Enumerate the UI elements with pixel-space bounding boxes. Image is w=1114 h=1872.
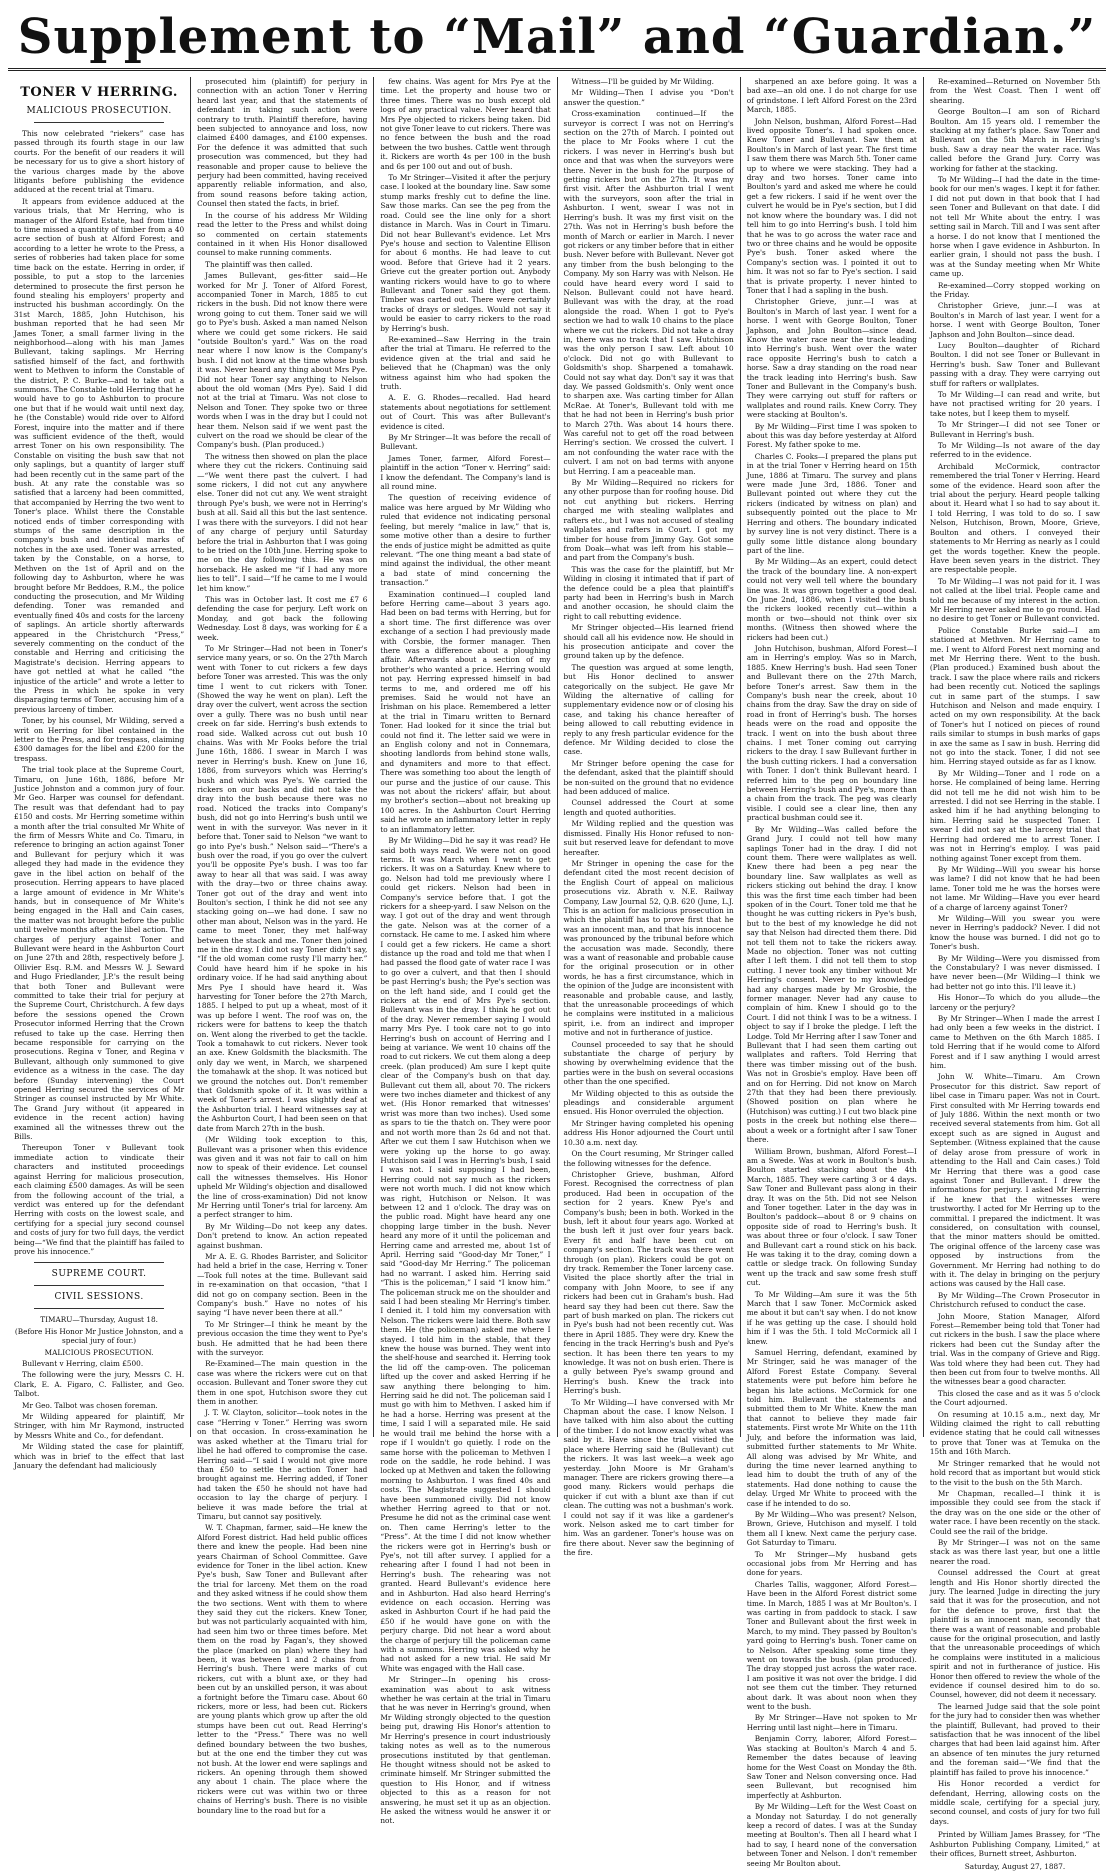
divider bbox=[34, 1285, 164, 1286]
column-4-body bbox=[564, 77, 734, 1558]
article-paragraph: Mr Wilding—Will you swear you were never in Herring's paddock? Never. I did not know the house was burned. I did not go to Toner's bush. bbox=[929, 913, 1101, 952]
article-paragraph: Mr Geo. Talbot was chosen foreman. bbox=[22, 1400, 158, 1410]
court-heading: SUPREME COURT. bbox=[51, 1269, 147, 1280]
article-paragraph: J. T. W. Clayton, solicitor—took notes in the case “Herring v Toner.” Herring was sworn on that occasion. In cross-examination he was asked whether at the Timaru trial for libel he had offered to compromise the case. Herring said—“I said I would not give more than £50 to settle the action Toner had brought against me. Herring added, if Toner had taken the £50 he should not have had occasion to lay the charge of perjury. I believe it was made before the trial at Timaru, but cannot say positively. bbox=[197, 1408, 368, 1521]
article-paragraph: By Mr Wilding—Will you swear his horse was lame? I did not know that he had been lame. Toner told me he was the horses were not lame. Mr Wilding—Have you ever heard of a charge of larceny against Toner? bbox=[929, 864, 1101, 912]
article-paragraph: It appears from evidence adduced at the various trials, that Mr Herring, who is manager of the Alford Estate, had from time to time missed a quantity of timber from a 40 acre section of bush at Alford Forest; and according to a letter he wrote to the Press, a series of robberies had taken place for some time back on the estate. Herring in order, if possible, to put a stop to the larcenies determined to prosecute the first person he found stealing his employers' property and instructed his bushman accordingly. On the 31st March, 1885, John Hutchison, his bushman reported that he had seen Mr James Toner, a small farmer living in the neighborhood—along with his man James Bullevant, taking saplings. Mr Herring satisfied himself of the fact, and forthwith went to Methven to inform the Constable of the district, P. C. Burke—and to take out a summons. The Constable told Herring that he would have to go to Ashburton to procure one but that if he would wait until next day, he (the Constable) would ride over to Alford Forest, inquire into the matter and if there was sufficient evidence of the theft, would arrest Toner on his own responsibility. The Constable on visiting the bush saw that not only saplings, but a quantity of larger stuff had been recently cut in the same part of the bush. At any rate the constable was so satisfied that a larceny had been committed, that accompanied by Herring the two went to Toner's place. Whilst there the Constable noticed ends of timber corresponding with stumps of the same description in the company's bush and identical marks of notches in the axe used. Toner was arrested, taken by the Constable, on a horse, to Methven on the 1st of April and on the following day to Ashburton, where he was brought before Mr Beddoes, R.M., the police conducting the prosecution, and Mr Wilding defending. Toner was remanded and eventually fined 40s and costs for the larceny of saplings. An article shortly afterwards appeared in the Christchurch “Press,” severely commenting on the conduct of the constable and Herring and criticising the Magistrate's decision. Herring appears to have got nettled at what he called “the injustice of the article” and wrote a letter to the Press in which he spoke in very disparaging terms of Toner, accusing him of a previous larceny of timber. bbox=[14, 196, 185, 714]
article-paragraph: On resuming at 10.15 a.m., next day, Mr Wilding claimed the right to call rebutting evidence stating that he could call witnesses to prove that Toner was at Temuka on the 15th and 16th March. bbox=[929, 1409, 1101, 1457]
article-paragraph: His Honor—To which do you allude—the larceny or the perjury? bbox=[929, 993, 1101, 1012]
article-paragraph: By Mr Wilding—Were you dismissed from the Constabulary? I was never dismissed. I have never been—(Mr Wilding—I think we had better not go into this. I'll leave it.) bbox=[929, 953, 1101, 991]
article-paragraph: Re-examined—Saw Herring in the train after the trial at Timaru. He referred to the evidence given at the trial and said he believed that he (Chapman) was the only witness against him who had spoken the truth. bbox=[380, 334, 551, 391]
article-paragraph: Benjamin Corry, laborer, Alford Forest—Was stacking at Boulton's March 4 and 5. Remember the dates because of leaving home for the West Coast on Monday the 8th. Saw Toner and Nelson conversing once. Had seen Bullevant, but recognised him imperfectly at Ashburton. bbox=[746, 1734, 917, 1800]
article-paragraph: The question was argued at some length, but His Honor declined to answer categorically on the subject. He gave Mr Wilding the alternative of calling for supplementary evidence now or of closing his case, and taking his chance hereafter of being allowed to call rebutting evidence in reply to any fresh particular evidence for the defence. Mr Wilding decided to close the case. bbox=[563, 662, 734, 757]
column-3-body bbox=[380, 77, 550, 1826]
column-3 bbox=[374, 77, 557, 1826]
article-paragraph: James Toner, farmer, Alford Forest—plaintiff in the action “Toner v. Herring” said: I know the defendant. The Company's land is all round mine. bbox=[380, 453, 551, 492]
article-paragraph: Mr Stringer before opening the case for the defendant, asked that the plaintiff should be non-suited on the ground that no evidence had been adduced of malice. bbox=[563, 758, 734, 797]
masthead bbox=[8, 6, 1106, 71]
column-2 bbox=[191, 77, 374, 1815]
column-5 bbox=[741, 77, 924, 1868]
article-paragraph: The trial took place at the Supreme Court, Timaru, on June 16th, 1886, before Mr Justice Johnston and a common jury of four. Mr Geo. Harper was counsel for defendant. The result was that defendant had to pay £150 and costs. Mr Herring sometime within a month after the trial consulted Mr White of the firm of Messrs White and Co. Timaru, in reference to bringing an action against Toner and Bullevant for perjury which it was alleged they had made in the evidence they gave in the libel action on behalf of the prosecution. Herring appears to have placed a large amount of evidence in Mr White's hands, but in consequence of Mr White's being engaged in the Hall and Cain cases, the matter was not brought before the public until twelve months after the libel action. The charges of perjury against Toner and Bullevant were heard in the Ashburton Court on June 27th and 28th, respectively before J. Ollivier Esq. R.M. and Messrs W. J. Seward and Hugo Friedlander, J.P.'s the result being that both Toner and Bullevant were committed to take their trial for perjury at the Supreme Court, Christchurch. A few days before the sessions opened the Crown Prosecutor informed Herring that the Crown refused to take up the case. Herring then became responsible for carrying on the prosecutions. Regina v Toner, and Regina v Bullevant, although only summoned to give evidence as a witness in the case. The day before (Sunday intervening) the Court opened Herring secured the services of Mr Stringer as counsel instructed by Mr White. The Grand Jury without (it appeared in evidence in the recent action) having examined all the witnesses threw out the Bills. bbox=[14, 765, 185, 1142]
article-paragraph: The learned Judge said that the sole point for the jury had to consider then was whether the plaintiff, Bullevant, had proved to their satisfaction that he was innocent of the libel charges that had been laid against him. After an absence of ten minutes the jury returned and the foreman said—“We find that the plaintiff has failed to prove his innocence.” bbox=[929, 1701, 1101, 1777]
divider bbox=[34, 122, 164, 123]
article-paragraph: This was in October last. It cost me £7 6 defending the case for perjury. Left work on Monday, and got back the following Wednesday. Lost 8 days, was working for £ a week. bbox=[197, 594, 368, 642]
article-paragraph: Christopher Grieve, junr.—I was at Boulton's in March of last year. I went for a horse. I went with George Boulton, Toner Japhson and John Boulton—since dead. bbox=[929, 301, 1101, 339]
article-paragraph: To Mr Wilding—Am sure it was the 5th March that I saw Toner. McCormick asked me about it but can't say when. I do not know if he was getting up the case. I should hold him if I was the 5th. I told McCormick all I knew. bbox=[746, 1289, 917, 1346]
case-subtitle: MALICIOUS PROSECUTION. bbox=[26, 106, 172, 116]
article-paragraph: To Mr Wilding—I can read and write, but have not practised writing for 20 years. I take notes, but I keep them to myself. bbox=[929, 390, 1101, 418]
article-paragraph: The plaintiff was then called. bbox=[205, 259, 313, 269]
column-1 bbox=[8, 77, 191, 1471]
article-paragraph: Mr Stringer—In opening his cross-examination was about to ask witness whether he was certain at the trial in Timaru that he was never in Herring's ground, when Mr Wilding strongly objected to the question being put, drawing His Honor's attention to Mr Herring's presence in court industriously taking notes as well as to the numerous prosecutions instituted by that gentleman. He thought witness should not be asked to criminate himself. Mr Stringer submitted the question to His Honor, and if witness objected to this as a reason for not answering, he must set it up as an objection. He asked the witness would he answer it or not. bbox=[380, 1675, 551, 1826]
article-paragraph: By Mr Stringer—It was before the recall of Bullevant. bbox=[380, 433, 551, 452]
article-paragraph: Counsel addressed the Court at some length and quoted authorities. bbox=[563, 798, 734, 817]
printer-imprint bbox=[930, 1830, 1100, 1872]
article-paragraph: By Mr Stringer—Have not spoken to Mr Herring until last night—here in Timaru. bbox=[746, 1713, 917, 1732]
article-paragraph: Samuel Herring, defendant, examined by Mr Stringer, said he was manager of the Alford Forest Estate Company. Several statements were put before him before he began his late actions. McCormick for one told him. Bullevant the statements and submitted them to Mr White. Knew the man that cannot to believe they made fair statements. First wrote Mr White on the 11th July, and before the information was laid, submitted further statements to Mr White. All along was advised by Mr White, and during the time never learned anything to lead him to doubt the truth of any of the statements. Had done nothing to cause the delay. Urged Mr White to proceed with the case if he intended to do so. bbox=[746, 1348, 917, 1508]
article-paragraph: Re-Examined—The main question in the case was where the rickers were cut on that occasion. Bullevant and Toner swore they cut them in one spot, Hutchison swore they cut them in another. bbox=[197, 1359, 368, 1407]
article-paragraph: Mr Wilding—Then I advise you “Don't answer the question.” bbox=[563, 88, 734, 107]
article-paragraph: A. E. G. Rhodes—recalled. Had heard statements about negotiations for settlement out of Court. This was after Bullevant's evidence is cited. bbox=[380, 393, 551, 431]
article-paragraph: The question of receiving evidence of malice was here argued by Mr Wilding who ruled that evidence not indicating personal feeling, but merely “malice in law,” that is, some motive other than a desire to further the ends of justice might be admitted as quite relevant. “The one thing meant a bad state of mind against the individual, the other meant a bad state of mind concerning the transaction.” bbox=[380, 493, 551, 588]
article-paragraph: John Hutchison, bushman, Alford Forest—I am in Herring's employ. Was so in March, 1885. Knew Herring's bush. Had seen Toner and Bullevant there on the 27th March, before Toner's arrest. Saw them in the Company's bush near the creek, about 10 chains from the dray. Saw the dray on side of road in front of Herring's bush. The horses heads were on the road and opposite the track. I went on into the bush about three chains. I met Toner coming out carrying rickers to the dray. I saw Bullevant further in the bush cutting rickers. I had a conversation with Toner. I don't think Bullevant heard. I referred him to the peg on boundary line between Herring's bush and Pye's, more than a chain from the track. The peg was clearly visible. I could see a clear line, then any practical bushman could see it. bbox=[746, 643, 917, 823]
article-paragraph: By Mr Wilding—Who was present? Nelson, Brown, Grieve, Hutchison and myself. I told them all I knew. Next came the perjury case. Got Saturday to Timaru. bbox=[746, 1509, 917, 1548]
article-paragraph: Charles Tallis, waggoner, Alford Forest—Have been in the Alford Forest district some time. In March, 1885 I was at Mr Boulton's. I was carting in from paddock to stack. I saw Toner and Bullevant about the first week in March, to my mind. They passed by Boulton's yard going to Herring's bush. Toner came on to Nelson. After speaking some time they went on towards the bush. (plan produced). The dray stopped just across the water race. I am positive it was not over the bridge. I did not see them cut the timber. They returned about dark. It was about noon when they went to the bush. bbox=[746, 1579, 917, 1712]
article-paragraph: Mr A. E. G. Rhodes Barrister, and Solicitor had held a brief in the case, Herring v. Toner—Took full notes at the time. Bullevant said in re-examination on that occasion, “that I did not go on company section. Been in the Company's bush.” Have no notes of his saying “I have never been there at all.” bbox=[197, 1251, 368, 1318]
article-paragraph: Mr Wilding objected to this as outside the pleadings and considerable argument ensued. His Honor overruled the objection. bbox=[563, 1088, 734, 1117]
divider bbox=[34, 1308, 164, 1309]
article-paragraph: Re-examined—Corry stopped working on the Friday. bbox=[929, 280, 1101, 299]
article-paragraph: The following were the jury, Messrs C. H. Clark, E. A. Figaro, C. Fallister, and Geo. Talbot. bbox=[14, 1370, 185, 1399]
issue-date: Saturday, August 27, 1887. bbox=[964, 1862, 1066, 1872]
article-paragraph: Mr Chapman, recalled—I think it is impossible they could see from the stack if the dray was on the one side or the other of water race. I have been recently on the stack. Could see the rail of the bridge. bbox=[929, 1488, 1101, 1536]
bench-note: (Before His Honor Mr Justice Johnston, and a special jury of four.) bbox=[14, 1326, 184, 1346]
article-paragraph: By Mr Wilding—As an expert, could detect the track of the boundary line. A non-expert could not very well tell where the boundary line was. It was grown together a good deal. On June 2nd, 1886, when I visited the bush the rickers looked recently cut—within a month or two—should not think over six months. (Witness then showed where the rickers had been cut.) bbox=[746, 557, 917, 642]
article-paragraph: (Mr Wilding took exception to this, Bullevant was a prisoner when this evidence was given and it was not fair to call on him now to speak of their evidence. Let counsel call the witnesses themselves. His Honor upheld Mr Wilding's objection and disallowed the line of cross-examination) Did not know Mr Herring until Toner's trial for larceny. Am a perfect stranger to him. bbox=[197, 1135, 368, 1220]
article-paragraph: few chains. Was agent for Mrs Pye at the time. Let the property and house two or three times. There was no bush except old logs of any practical value. Never heard that Mrs Pye objected to rickers being taken. Did not give Toner leave to cut rickers. There was no fence between the bush and the road between the two bushes. Cattle went through it. Rickers are worth 4s per 100 in the bush and 6s per 100 out and out of bush. bbox=[380, 77, 551, 171]
article-paragraph: By Mr Wilding—Toner and I rode on a horse. He complained of being lame. Herring did not tell me he did not wish him to be arrested. I did not see Herring in the stable. I asked him if he had anything belonging to him. Herring said he suspected Toner. I swear I did not say at the larceny trial that Herring had ordered me to arrest Toner. I was not in Herring's employ. I was paid nothing against Toner except from them. bbox=[929, 768, 1101, 863]
article-paragraph: Archibald McCormick, contractor remembered the trial Toner v Herring. Heard some of the evidence. Heard soon after the trial about the perjury. Heard people talking about it. Heard what I so had to say about it. I told Herring, I was told to do so. I saw Nelson, Hutchison, Brown, Moore, Grieve, Boulton and others. I conveyed their statements to Mr Herring as nearly as I could get the words together. Knew the people. Have been seven years in the district. They are respectable people. bbox=[929, 461, 1101, 575]
article-paragraph: To Mr Stringer—Visited it after the perjury case. I looked at the boundary line. Saw some stump marks freshly cut to define the line. Saw those marks. Can see the peg from the road. Could see the line only for a short distance in March. Was in Court in Timaru. Did not hear Bullevant's evidence. Let Mrs Pye's house and section to Valentine Ellison for about 6 months. He had leave to cut wood. Before that Grieve had it 2 years. Grieve cut the greater portion out. Anybody wanting rickers would have to go to where Bullevant and Toner said they got them. Timber was carted out. There were certainly tracks of drays or sledges. Would not say it would be easier to carry rickers to the road by Herring's bush. bbox=[380, 173, 551, 333]
article-paragraph: Christopher Grieve, bushman, Alford Forest. Recognised the correctness of plan produced. Had been in occupation of the section for 2 years. Knew Pye's and Company's bush; been in both. Worked in the bush, left it about four years ago. Worked at the bush left it just over four years back. Every fit and half have been cut on company's section. The track was there went through (on plan). Rickers could be got on dry track. Remember the Toner larceny case. Visited the place shortly after the trial in company with John Moore, to see if any rickers had been cut in Graham's bush. Had heard say they had been cut there. Saw the part of bush marked on plan. The rickers cut in Pye's bush had not been recently cut. Was there in April 1885. They were dry. Knew the fencing in the track Herring's bush and Pye's section. It has been there ten years to my knowledge. It was not on bush erien. There is a gully between Pye's swamp ground and Herring's bush. Knew the track into Herring's bush. bbox=[563, 1169, 734, 1396]
article-paragraph: Cross-examination continued—If the surveyor is correct I was not on Herring's section on the 27th of March. I pointed out the place to Mr Fooks where I cut the rickers. I was never in Herring's bush but once and that was when the surveyors were there. Never in the bush for the purpose of getting rickers but on the 27th. It was my first visit. After the Ashburton trial I went with the surveyors, soon after the trial in Ashburton. I went, swear I was not in Herring's bush. It was my first visit on the 27th. Was not in Herring's bush before the month of March or earlier in March. I never got rickers or any timber before that in either bush. Never before with Bullevant. Never got any timber from the bush belonging to the Company. My son Harry was with Nelson. He could have heard every word I said to Nelson. Bullevant could not have heard. Bullevant was with the dray, at the road alongside the road. When I got to Pye's section we had to walk 10 chains to the place where we cut the rickers. Did not take a dray in, there was no track that I saw. Hutchison was the only person I saw. Left about 10 o'clock. Did not go with Bullevant to Goldsmith's shop. Sharpened a tomahawk. Could not say what day. Don't say it was that day. We passed Goldsmith's. Only went once to sharpen axe. Was carting timber for Allan McRae. At Toner's, Bullevant told with me that he had not been in Herring's bush prior to March 27th. Was about 14 hours there. Was careful not to get off the road between Herring's section. We crossed the culvert. I am not confounding the water race with the culvert. I am not on bad terms with anyone but Herring. I am a peaceable man. bbox=[563, 109, 734, 476]
column-6 bbox=[924, 77, 1106, 1872]
dateline: TIMARU—Thursday, August 18. bbox=[40, 1315, 158, 1325]
article-paragraph: Mr Wilding stated the case for plaintiff, which was in brief to the effect that last January the defendant had maliciously bbox=[14, 1442, 185, 1471]
article-paragraph: Witness—I'll be guided by Mr Wilding. bbox=[571, 77, 714, 86]
article-paragraph: By Mr Wilding—Did he say it was read? He said both ways read. We were not on good terms. It was March when I went to get rickers. It was on a Saturday. Knew where to go. Nelson had told me previously where I could get rickers. Nelson had been in Company's service before that. I got the rickers for a sheep-yard. I saw Nelson on the way. I got out of the dray and went through the gate. Nelson was at the corner of a cornstack. He came to me. I asked him where I could get a few rickers. He came a short distance up the road and told me that when I had passed the flood gate of water race I was to go over a culvert, and that then I should be past Herring's bush; the Pye's section was on the left hand side, and I could get the rickers at the end of Mrs Pye's section. Bullevant was in the dray. I think he got out of the dray. Never remember saying I would marry Mrs Pye. I took care not to go into Herring's bush on account of Herring and I being at variance. We went 10 chains off the road to cut rickers. We cut them along a deep creek. (plan produced) Am sure I kept quite clear of the Company's bush on that day. Bullevant cut them all, about 70. The rickers were two inches diameter and thickest of any wet. (His Honor remarked that witnesses' wrist was more than two inches). Used some as spars to tie the thatch on. They were poor and not worth more than 2s 6d and not that. After we cut them I saw Hutchison when we were yoking up the horse to go away. Hutchison said I was in Herring's bush, I said I was not. I said supposing I had been, Herring could not say much as the rickers were not worth much. I did not know which was right, Hutchison or Nelson. It was between 12 and 1 o'clock. The dray was on the public road. Might have heard any one chopping large timber in the bush. Never heard any more of it until the policeman and Herring came and arrested me, about 1st of April. Herring said “Good-day Mr Toner,” I said “Good-day Mr Herring.” The policeman had no warrant. I asked him. Herring said “This is the policeman,” I said “I know him.” The policeman struck me on the shoulder and said I had been stealing Mr Herring's timber. I denied it. I told him my conversation with Nelson. The rickers were laid there. Both saw them. He (the policeman) asked me where I stayed. I told him in the stable, that they knew the house was burned. They went into the shelf-house and searched it. Herring took the lid off the camp-oven. The policeman lifted up the cover and asked Herring if he saw anything there belonging to him. Herring said he did not. The policeman said I must go with him to Methven. I asked him if he had a horse. Herring was present at the time, I said I will a separated mile. He said he would trail me behind the horse with a rope if I wouldn't go quietly. I rode on the same horse with the policeman to Methven I rode on the saddle, he rode behind. I was locked up at Methven and taken the following morning to Ashburton. I was fined 40s and costs. The Magistrate suggested I should have been summoned civilly. Did not know whether Herring agreed to that or not. Presume he did not as the criminal case went on. Then came Herring's letter to the “Press”. At the time I did not know whether the rickers were got in Herring's bush or Pye's, not till after survey. I applied for a rehearing after I found I had not been in Herring's bush. The rehearing was not granted. Heard Bullevant's evidence here and in Ashburton. Had also heard Herring's evidence on each occasion. Herring was asked in Ashburton Court if he had paid the £50 if he would have gone on with the perjury charge. Did not hear a word about the charge of perjury till the policeman came with a summons. Herring was asked why he had not asked for a new trial. He said Mr White was engaged with the Hall case. bbox=[380, 836, 551, 1673]
article-paragraph: In the course of his address Mr Wilding read the letter to the Press and whilst doing so commented on certain statements contained in it when His Honor disallowed counsel to make running comments. bbox=[197, 210, 368, 258]
article-paragraph: By Mr Wilding—The Crown Prosecutor in Christchurch refused to conduct the case. bbox=[929, 1290, 1101, 1310]
article-paragraph: To Mr Wilding—Is not aware of the day referred to in the evidence. bbox=[929, 441, 1101, 460]
columns bbox=[8, 77, 1106, 1872]
article-paragraph: This now celebrated “riekers” case has passed through its fourth stage in our law courts. For the benefit of our readers it will be necessary for us to give a short history of the various charges made by the above litigants before publishing the evidence adduced at the recent trial at Timaru. bbox=[14, 129, 185, 195]
article-paragraph: prosecuted him (plaintiff) for perjury in connection with an action Toner v Herring heard last year, and that the statements of defendant in taking such action were contrary to truth. Plaintiff therefore, having been subjected to annoyance and loss, now claimed £400 damages, and £100 expenses. For the defence it was admitted that such prosecution was commenced, but they had reasonable and proper cause to believe the perjury had been committed, having received apparently reliable information, and also, from sound reasons before taking action, Counsel then stated the facts, in brief. bbox=[197, 77, 368, 209]
column-4 bbox=[558, 77, 741, 1558]
article-paragraph: By Mr Stringer—I was not on the same stack as was there last year, but one a little nearer the road. bbox=[929, 1537, 1101, 1566]
article-paragraph: John W. White—Timaru. Am Crown Prosecutor for this district. Saw report of libel case in Timaru paper. Was not in Court. First consulted with Mr Herring towards end of July 1886. Within the next month or two received several statements from him. Got all except such as are signed in August and September. (Witness explained that the cause of delay arose from pressure of work in attending to the Hall and Cain cases.) Told Mr Herring that there was a good case against Toner and Bullevant. I drew the informations for perjury. I asked Mr Herring if he knew that the witnesses were trustworthy. I acted for Mr Herring up to the committal. I prepared the indictment. It was considered, on consultation with counsel, that the minor matters should be omitted. The original offence of the larceny case was opposed by instructions from the Government. Mr Herring had nothing to do with it. The delay in bringing on the perjury actions was caused by the Hall case. bbox=[929, 1072, 1101, 1289]
article-paragraph: Lucy Boulton—daughter of Richard Boulton. I did not see Toner or Bullevant in Herring's bush. Saw Toner and Bullevant passing with a dray. They were carrying out stuff for rafters or wallplates. bbox=[929, 340, 1101, 388]
article-paragraph: John Moore, Station Manager, Alford Forest—Remember being told that Toner had cut rickers in the bush. I saw the place where rickers had been cut the Sunday after the trial. Was in the company of Grieve and Rigg. Was told where they had been cut. They had then been cut from four to twelve months. All the witnesses bear a good character. bbox=[929, 1311, 1101, 1387]
masthead-title: Supplement to “Mail” and “Guardian.” bbox=[17, 9, 1097, 65]
article-paragraph: To Mr Wilding—I was not paid for it. I was not called at the libel trial. People came and told me because of my interest in the action. Mr Herring never asked me to go round. Had no desire to get Toner or Bullevant convicted. bbox=[929, 576, 1101, 624]
article-paragraph: Christopher Grieve, junr.—I was at Boulton's in March of last year. I went for a horse. I went with George Boulton, Toner Japhson, and John Boulton—since dead. Know the water race near the track leading into Herring's bush. Went over the water race opposite Herring's bush to catch a horse. Saw a dray standing on the road near the track leading into Herring's bush. Saw Toner and Bullevant in the Company's bush. They were carrying out stuff for rafters or wallplates and round rails. Knew Corry. They were stacking at Boulton's. bbox=[746, 297, 917, 420]
column-6-body bbox=[930, 77, 1100, 1826]
article-paragraph: To Mr Stringer—I did not see Toner or Bullevant in Herring's bush. bbox=[929, 420, 1101, 439]
article-paragraph: The witness then showed on plan the place where they cut the rickers. Continuing said—“We went there past the culvert. I had some rickers, I did not cut any anywhere else. Toner did not cut any. We went straight through Pye's bush, we were not in Herring's bush at all. Said all this but the last sentence. I was there with the surveyors. I did not hear of any charge of perjury until Saturday before the trial in Ashburton that I was going to be tried on the 10th June. Herring spoke to me on the day following this. He was on horseback. He asked me “if I had any more lies to tell”. I said—“If he came to me I would let him know.” bbox=[197, 451, 368, 593]
article-paragraph: Mr Wilding appeared for plaintiff, Mr Stringer, with him Mr Raymond, instructed by Messrs White and Co., for defendant. bbox=[14, 1412, 185, 1440]
article-paragraph: sharpened an axe before going. It was a bad axe—an old one. I do not charge for use of grindstone. I left Alford Forest on the 23rd March, 1885. bbox=[746, 77, 917, 115]
article-paragraph: His Honor recorded a verdict for defendant, Herring, allowing costs on the middle scale, certifying for a special jury, second counsel, and costs of jury for two full days. bbox=[929, 1779, 1101, 1826]
column-5-body bbox=[747, 77, 917, 1868]
column-2-body bbox=[197, 77, 367, 1815]
article-paragraph: Charles C. Fooks—I prepared the plans put in at the trial Toner v Herring heard on 15th June, 1886 at Timaru. The survey and plans were made June 3rd, 1886. Toner and Bullevant pointed out where they cut the rickers (indicated by witness on plan) and subsequently pointed out the place to Mr Herring and others. The boundary indicated by survey line is not very distinct. There is a gully some little distance along boundary part of the line. bbox=[746, 451, 917, 555]
article-paragraph: Thereupon Toner v Bullevant took immediate action to vindicate their characters and instituted proceedings against Herring for malicious prosecution, each claiming £500 damages. As will be seen from the following account of the trial, a verdict was entered up for the defendant Herring with costs on the lowest scale, and certifying for a special jury second counsel and costs of jury for two full days, the verdict being—“We find that the plaintiff has failed to prove his innocence.” bbox=[14, 1143, 185, 1256]
article-paragraph: John Nelson, bushman, Alford Forest—Had lived opposite Toner's. I had spoken once. Knew Toner and Bullevant. Saw them at Boulton's in March of last year. The first time I saw them there was March 5th. Toner came up to where we were stacking. They had a dray and two horses. Toner came into Boulton's yard and asked me where he could get a few rickers. I said if he went over the culvert he would be in Pye's section, but I did not know where the boundary was. I did not tell him to go into Herring's bush. I told him that he was to go across the water race and two or three chains and he would be opposite Pye's bush. Toner asked where the Company's section was. I pointed it out to him. It was not so far to Pye's section. I said that is private property. I never hinted to Toner that I had a sapling in the bush. bbox=[746, 116, 917, 295]
article-paragraph: By Mr Wilding—Do not keep any dates. Don't pretend to know. An action repeated against bushman. bbox=[197, 1221, 368, 1250]
article-paragraph: By Mr Wilding—First time I was spoken to about this was day before yesterday at Alford Forest. My father spoke to me. bbox=[746, 421, 917, 450]
article-paragraph: To Mr Stringer—Had not been in Toner's service many years, or so. On the 27th March went with Toner to cut rickers a few days before Toner was arrested. This was the only time I went to cut rickers with Toner. (Showed the way he went on plan). Left the dray over the culvert, went across the section over a gully. There was no bush until near creek on far side. Herring's bush extends to road side. Walked across cut out bush 10 chains. Was with Mr Fooks before the trial June 16th, 1886. I swear in March I was never in Herring's bush. Knew on June 16, 1886, from surveyors which was Herring's bush and which was Pye's. We carried the rickers on our backs and did not take the dray into the bush because there was no road. Noticed the tracks into Company's bush, did not go into Herring's bush until we went in with the surveyor. Was never in it before that. Toner said to Nelson “we want to go into Pye's bush.” Nelson said—“There's a bush over the road, if you go over the culvert you'll be opposite Pye's bush. I was too far away to hear all that was said. I was away with the dray—two or three chains away. Toner got out of the dray and went into Boulton's section, I think he did not see any stacking going on—we had done. I saw no other man about, Nelson was in the yard. He came to meet Toner, they met half-way between the stack and me. Toner then joined me in the dray. I did not say Toner didn't say, “If the old woman come rusty I'll marry her.” Could have heard him if he spoke in his ordinary voice. If he had said anything about Mrs Pye I should have heard it. Was harvesting for Toner before the 27th March, 1885. I helped to put up a wheat, most of it was up before I went. The roof was on, the rickers were for battens to keep the thatch on. Went along the riverbed to get the tackle. Took a tomahawk to cut rickers. Never took an axe. Knew Goldsmith the blacksmith. The only day we went, in March, we sharpened the tomahawk at the shop. It was noticed but we ground the notches out. Don't remember that Goldsmith spoke of it. It was within a week of Toner's arrest. I was slightly deaf at the Ashburton trial. I heard witnesses say at the Ashburton Court, I had been seen on that date from March 27th in the bush. bbox=[197, 643, 368, 1133]
article-paragraph: Re-examined—Returned on November 5th from the West Coast. Then I went off shearing. bbox=[929, 77, 1101, 105]
article-paragraph: This was the case for the plaintiff, but Mr Wilding in closing it intimated that if part of the defence could be a plea that plaintiff's party had been in Herring's bush in March and another occasion, he should claim the right to call rebutting evidence. bbox=[563, 564, 734, 621]
article-paragraph: Mr Stringer in opening the case for the defendant cited the most recent decision of the English Court of appeal on malicious prosecutions viz. Abrath v. N.E. Railway Company, Law Journal 52, Q.B. 620 (June, L.J. This is an action for malicious prosecution in which the plaintiff has to prove first that he was an innocent man, and that his innocence was pronounced by the tribunal before which the accusation was made. Secondly, there was a want of reasonable and probable cause for the original prosecution or in other words, he has a first circumstance, which in the opinion of the Judge are inconsistent with reasonable and probable cause, and lastly, that the unreasonable proceedings of which he complains were instituted in a malicious spirit, i.e. from an indirect and improper motive and not in furtherance of justice. bbox=[563, 858, 734, 1038]
article-paragraph: Bullevant v Herring, claim £500. bbox=[22, 1358, 144, 1368]
article-paragraph: Toner, by his counsel, Mr Wilding, served a writ on Herring for libel contained in the letter to the Press, and for trespass, claiming £300 damages for the libel and £200 for the trespass. bbox=[14, 716, 185, 763]
article-paragraph: Mr Wilding replied and the question was dismissed. Finally His Honor refused to non-suit but reserved leave for defendant to move hereafter. bbox=[563, 819, 734, 857]
article-paragraph: To Mr Wilding—I have conversed with Mr Chapman about the case. I know Nelson. I have talked with him also about the cutting of the timber. I do not know exactly what was said by it. Have since the trial visited the place where Herring said he (Bullevant) cut the rickers. It was last week—a week ago yesterday. John Moore is Mr Graham's manager. There are rickers growing there—a good many. Rickers would perhaps die quicker if cut with a blunt axe than if cut clean. The cutting was not a bushman's work. I could not say if it was like a gardener's work. Nelson asked me to cart timber for him. Was an gardener. Toner's house was on fire there about. Never saw the beginning of the fire. bbox=[563, 1397, 734, 1558]
article-paragraph: By Mr Stringer—When I made the arrest I had only been a few weeks in the district. I came to Methven on the 6th March 1885. I told Herring that if he would come to Alford Forest and if I saw anything I would arrest him. bbox=[929, 1014, 1101, 1071]
article-paragraph: To Mr Stringer—I think he meant by the previous occasion the time they went to Pye's bush. He admitted that he had been there with the surveyor. bbox=[197, 1319, 368, 1358]
intro-body bbox=[14, 129, 184, 1256]
imprint-text: Printed by William James Brassey, for “The Ashburton Publishing Company, Limited,” at their offices, Burnett street, Ashburton. bbox=[929, 1830, 1101, 1858]
article-paragraph: By Mr Wilding—Required no rickers for any other purpose than for roofing house. Did not cut anything but rickers. Herring charged me with stealing wallplates and rafters etc., but I was not accused of stealing wallplates and rafters in Court. I got my timber for house from Jimmy Gay. Got some from Doak—what was left from his stable—and part from the Company's bush. bbox=[563, 478, 734, 563]
article-paragraph: On the Court resuming, Mr Stringer called the following witnesses for the defence. bbox=[563, 1149, 734, 1168]
article-paragraph: By Mr Wilding—Left for the West Coast on a Monday not Saturday. I do not generally keep a record of dates. I was at the Sunday meeting at Boulton's. Then all I heard what I had to say, I heard none of the conversation between Toner and Nelson. I don't remember seeing Mr Boulton about. bbox=[746, 1802, 917, 1868]
article-paragraph: To Mr Wilding—I had the date in the time-book for our men's wages. I kept it for father. I did not put down in that book that I had seen Toner and Bullevant on that date. I did not tell Mr White about the entry. I was setting sail in March. Till and I was sent after a horse. I do not know that I mentioned the horse when I gave evidence in Ashburton. In earlier grain, I should not pass the bush. I was at the Sunday meeting when Mr White came up. bbox=[929, 175, 1101, 279]
trial-body bbox=[14, 1359, 184, 1470]
article-paragraph: By Mr Wilding—Was called before the Grand Jury. I could not tell how many saplings Toner had in the dray. I did not count them. There were wallplates as well. Knew there had been a peg near the boundary line. Saw wallplates as well as rickers sticking out behind the dray. I know this was the first time each timber had been spoken of in the Court. Toner told me that he thought he was cutting rickers in Pye's bush, but to the best of my knowledge he did not say that Nelson had directed them there. Did not tell them not to take the rickers away. Made no objection. Toner was not cutting after I left them. I did not tell them to stop cutting. I never took any timber without Mr Herring's consent. Never to my knowledge had any charges made by Mr Grosbie, the former manager. Never had any cause to complain of him. Knew I should go to the Court. I did not think I was to be a witness. I object to say if I broke the pledge. I left the Lodge. Told Mr Herring after I saw Toner and Bullevant that I had seen them carting out wallplates and rafters. Told Herring that there was timber missing out of the bush. Was not in Grosbie's employ. Have been off and on for Herring. Did not know on March 27th that they had been there previously. (Showed position on plan where he (Hutchison) was cutting.) I cut two black pine posts in the creek but nothing else there—about a week or a fortnight after I saw Toner there. bbox=[746, 824, 917, 1145]
article-paragraph: Examination continued—I coupled land before Herring came—about 3 years ago. Had been on bad terms with Herring, but for a short time. The first difference was over exchange of a section I had previously made with Corsbie, the former manager. Then there was a difference about a ploughing affair. Afterwards about a section of my brother's who wanted a price. Herring would not pay. Herring expressed himself in bad terms to me, and ordered me off his premises. Said he would not have an Irishman on his place. Remembered a letter at the trial in Timaru written to Bernard Toner. Had looked for it since the trial but could not find it. The letter said we were in an English colony and not in Connemara, shooting landlords from behind stone walls, and dynamiters and more to that effect. There was something too about the length of our purse and the justice of our cause. This was not about the rickers' affair, but about my brother's section—about not breaking up 100 acres. In the Ashburton Court Herring said he wrote an inflammatory letter in reply to an inflammatory letter. bbox=[380, 589, 551, 834]
article-paragraph: To Mr Stringer—My husband gets occasional jobs from Mr Herring and has done for years. bbox=[746, 1549, 917, 1578]
article-paragraph: George Boulton—I am son of Richard Boulton. Am 15 years old. I remember the stacking at my father's place. Saw Toner and Bullevant on the 5th March in Herring's bush. Saw a dray near the water race. Was called before the Grand Jury. Corry was working for father at the stacking. bbox=[929, 107, 1101, 173]
case-label: MALICIOUS PROSECUTION. bbox=[44, 1347, 154, 1357]
divider bbox=[34, 1262, 164, 1263]
article-paragraph: Counsel addressed the Court at great length and His Honor shortly directed the jury. The learned Judge in directing the jury said that it was for the prosecution, and not for the defence to prove, first that the plaintiff is an innocent man, secondly that there was a want of reasonable and probable cause for the original prosecution, and lastly that the unreasonable proceedings of which he complains were instituted in a malicious spirit and not in furtherance of justice. His Honor then offered to review the whole of the evidence if counsel desired him to do so. Counsel, however, did not deem it necessary. bbox=[929, 1568, 1101, 1700]
article-paragraph: William Brown, bushman, Alford Forest—I am a Swede. Was at work in Boulton's bush. Boulton started stacking about the 4th March, 1885. They were carting 3 or 4 days. Saw Toner and Bullevant pass along in their dray. It was on the 5th. Did not see Nelson and Toner together. Later in the day was in Boulton's paddock—about 8 or 9 chains on opposite side of road to Herring's bush. It was about three or four o'clock. I saw Toner and Bullevant cart a round stick on his back. He was taking it to the dray, coming down a cattle or sledge track. On following Sunday went up the track and saw some fresh stuff cut. bbox=[746, 1146, 917, 1288]
article-paragraph: Police Constable Burke said—I am stationed at Methven. Mr Herring came to me. I went to Alford Forest next morning and met Mr Herring there. Went to the bush. (Plan produced.) Examined bush about the track. I saw the place where rails and rickers had been recently cut. Noticed the saplings cut in same part of the stumps. I saw Hutchison and Nelson and made enquiry. I acted on my own responsibility. At the back of Toner's hut I noticed on pieces of round rails similar to stumps in bush marks of gaps in axe the same as I saw in bush. Herring did not go into the stack. Toner, I did not see him. Herring stayed outside as far as I know. bbox=[929, 625, 1101, 767]
article-paragraph: This closed the case and as it was 5 o'clock the Court adjourned. bbox=[929, 1388, 1101, 1408]
article-paragraph: Mr Stringer remarked that he would not hold record that as important but would stick to the visit to the bush on the 5th March. bbox=[929, 1458, 1101, 1487]
article-paragraph: Mr Stringer having completed his opening address His Honor adjourned the Court until 10.30 a.m. next day. bbox=[563, 1118, 734, 1147]
case-title: TONER V HERRING. bbox=[20, 85, 178, 100]
sessions-heading: CIVIL SESSIONS. bbox=[54, 1292, 144, 1303]
article-paragraph: W. T. Chapman, farmer, said—He knew the Alford Forest district. Had held public offices there and knew the people. Had been nine years Chairman of School Committee. Gave evidence for Toner in the libel action. Knew Pye's bush, Saw Toner and Bullevant after the trial for larceny. Met them on the road and they asked witness if he could show them the two sections. Went with them to where they said they cut the rickers. Knew Toner, but was not particularly acquainted with him, had seen him two or three times before. Met them on the road by Fagan's, they showed the place (marked on plan) where they had been, it was between 1 and 2 chains from Herring's bush. There were marks of cut rickers, cut with a blunt axe, or they had been cut by an unskilled person, it was about a fortnight before the Timaru case. About 60 rickers, more or less, had been cut. Rickers are young plants which grow up after the old stumps have been cut out. Read Herring's letter to the “Press.” There was no well defined boundary between the two bushes, but at the one end the timber they cut was not bush. At the lower end were saplings and rickers. An opening through them showed any about 1 chain. The place where the rickers were cut was within two or three chains of Herring's bush. There is no visible boundary line to the road but for a bbox=[197, 1523, 368, 1815]
article-paragraph: Counsel proceeded to say that he should substantiate the charge of perjury by showing by overwhelming evidence that the parties were in the bush on several occasions other than the one specified. bbox=[563, 1039, 734, 1087]
article-paragraph: Mr Stringer objected—His learned friend should call all his evidence now. He should in his prosecution anticipate and cover the ground taken up by the defence. bbox=[563, 623, 734, 661]
article-paragraph: James Bullevant, ges-fitter said—He worked for Mr J. Toner of Alford Forest, accompanied Toner in March, 1885 to cut rickers in the bush. Did not know there were wrong going to cut them. Toner said we will go to Pye's bush. Asked a man named Nelson where we could get some rickers. He said “outside Boulton's yard.” Was on the road near where I now know is the Company's bush. I did not know at the time whose bush it was. Never heard any thing about Mrs Pye. Did not hear Toner say anything to Nelson about the old woman (Mrs Pye). Said I did not at the trial at Timaru. Was not close to Nelson and Toner. They spoke two or three words when I was in the dray but I could not hear them. Nelson said if we went past the culvert on the road we should be clear of the Company's bush. (Plan produced.) bbox=[197, 271, 368, 450]
